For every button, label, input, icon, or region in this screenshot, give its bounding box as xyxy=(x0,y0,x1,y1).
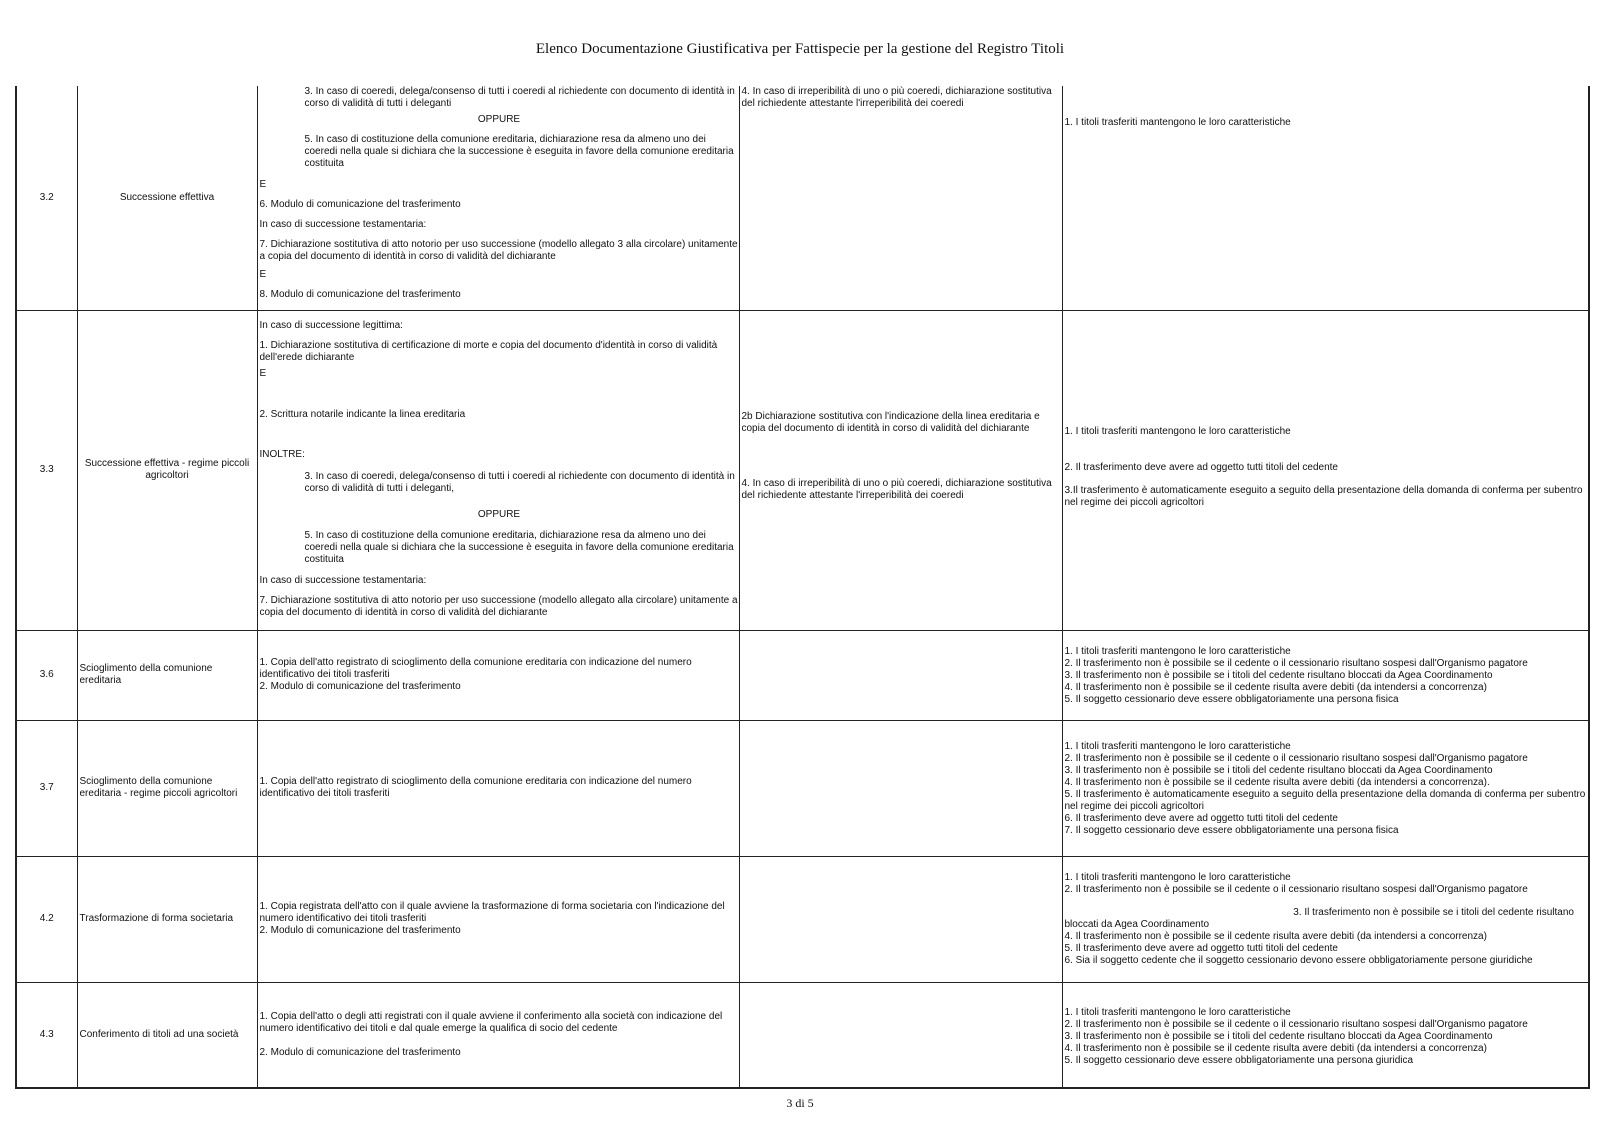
row-alternatives xyxy=(739,982,1062,1088)
row-alternatives xyxy=(739,720,1062,856)
cond-line: 3. Il trasferimento non è possibile se i titoli del cedente risultano xyxy=(1293,906,1574,918)
row-code: 4.3 xyxy=(16,982,77,1088)
row-alternatives xyxy=(739,630,1062,720)
doc-line: 3. In caso di coeredi, delega/consenso di tutti i coeredi al richiedente con documento di identità in corso di validità di tutti i deleganti xyxy=(304,86,735,109)
doc-line: 7. Dichiarazione sostitutiva di atto notorio per uso successione (modello allegato 3 alla circolare) unitamente a copia del documento di identità in corso di validità del dichiarante xyxy=(259,239,738,262)
cond-line: 5. Il trasferimento deve avere ad oggetto tutti titoli del cedente xyxy=(1064,942,1338,954)
doc-line: 5. In caso di costituzione della comunione ereditaria, dichiarazione resa da almeno uno dei coeredi nella quale si dichiara che la successione è eseguita in favore della comunione ereditaria costituita xyxy=(304,134,734,169)
doc-line: 2. Modulo di comunicazione del trasferimento xyxy=(259,681,461,692)
cond-line: 7. Il soggetto cessionario deve essere obbligatoriamente una persona fisica xyxy=(1064,824,1399,836)
row-name: Trasformazione di forma societaria xyxy=(77,856,257,982)
alt-line: 2b Dichiarazione sostitutiva con l'indicazione della linea ereditaria e copia del documento di identità in corso di validità del dichiarante xyxy=(741,410,1040,434)
doc-line: INOLTRE: xyxy=(259,448,305,460)
row-code: 4.2 xyxy=(16,856,77,982)
cond-line: 1. I titoli trasferiti mantengono le loro caratteristiche xyxy=(1064,645,1291,657)
row-alternatives xyxy=(739,856,1062,982)
table-row xyxy=(16,856,1589,982)
cond-line: bloccati da Agea Coordinamento xyxy=(1064,918,1210,930)
row-conditions xyxy=(1062,720,1589,856)
doc-line: 1. Copia dell'atto registrato di scioglimento della comunione ereditaria con indicazione del numero identificativo dei titoli trasferiti xyxy=(259,657,692,680)
row-alternatives xyxy=(739,86,1062,310)
row-documents xyxy=(257,982,739,1088)
row-code: 3.6 xyxy=(16,630,77,720)
doc-line: E xyxy=(259,179,267,190)
doc-line: 3. In caso di coeredi, delega/consenso di tutti i coeredi al richiedente con documento di identità in corso di validità di tutti i deleganti, xyxy=(304,470,735,494)
cond-line: 5. Il trasferimento è automaticamente eseguito a seguito della presentazione della domanda di conferma per subentro nel regime dei piccoli agricoltori xyxy=(1064,788,1586,812)
doc-line: In caso di successione testamentaria: xyxy=(259,574,427,586)
page-title: Elenco Documentazione Giustificativa per Fattispecie per la gestione del Registro Titoli xyxy=(535,41,1065,57)
doc-line: OPPURE xyxy=(477,114,521,125)
cond-line: 2. Il trasferimento non è possibile se il cedente o il cessionario risultano sospesi dall'Organismo pagatore xyxy=(1064,657,1528,669)
doc-line: 1. Copia dell'atto registrato di scioglimento della comunione ereditaria con indicazione del numero identificativo dei titoli trasferiti xyxy=(259,776,692,799)
cond-line: 5. Il soggetto cessionario deve essere obbligatoriamente una persona fisica xyxy=(1064,693,1399,705)
cond-line: 3. Il trasferimento non è possibile se i titoli del cedente risultano bloccati da Agea Coordinamento xyxy=(1064,669,1493,681)
doc-line: 5. In caso di costituzione della comunione ereditaria, dichiarazione resa da almeno uno dei coeredi nella quale si dichiara che la successione è eseguita in favore della comunione ereditaria costituita xyxy=(304,529,734,565)
cond-line: 1. I titoli trasferiti mantengono le loro caratteristiche xyxy=(1064,117,1291,128)
cond-line: 4. Il trasferimento non è possibile se il cedente risulta avere debiti (da intendersi a concorrenza) xyxy=(1064,681,1487,693)
row-name: Scioglimento della comunione ereditaria - regime piccoli agricoltori xyxy=(77,720,257,856)
row-documents xyxy=(257,630,739,720)
cond-line: 6. Sia il soggetto cedente che il soggetto cessionario devono essere obbligatoriamente persone giuridiche xyxy=(1064,954,1533,966)
cond-line: 4. Il trasferimento non è possibile se il cedente risulta avere debiti (da intendersi a concorrenza). xyxy=(1064,776,1490,788)
row-name: Conferimento di titoli ad una società xyxy=(77,982,257,1088)
doc-line: 1. Dichiarazione sostitutiva di certificazione di morte e copia del documento d'identità in corso di validità dell'erede dichiarante xyxy=(259,339,718,363)
cond-line: 1. I titoli trasferiti mantengono le loro caratteristiche xyxy=(1064,1006,1291,1018)
doc-line: 2. Scrittura notarile indicante la linea ereditaria xyxy=(259,408,466,420)
row-documents xyxy=(257,310,739,630)
row-conditions xyxy=(1062,310,1589,630)
cond-line: 2. Il trasferimento non è possibile se il cedente o il cessionario risultano sospesi dall'Organismo pagatore xyxy=(1064,883,1528,895)
alt-line: 4. In caso di irreperibilità di uno o più coeredi, dichiarazione sostitutiva del richiedente attestante l'irreperibilità dei coeredi xyxy=(741,477,1052,501)
doc-line: 7. Dichiarazione sostitutiva di atto notorio per uso successione (modello allegato alla circolare) unitamente a copia del documento di identità in corso di validità del dichiarante xyxy=(259,594,738,618)
cond-line: 1. I titoli trasferiti mantengono le loro caratteristiche xyxy=(1064,871,1291,883)
row-documents xyxy=(257,856,739,982)
row-documents xyxy=(257,720,739,856)
page-number: 3 di 5 xyxy=(786,1096,814,1110)
row-conditions xyxy=(1062,856,1589,982)
row-name: Scioglimento della comunione ereditaria xyxy=(77,630,257,720)
cond-line: 2. Il trasferimento deve avere ad oggetto tutti titoli del cedente xyxy=(1064,461,1338,473)
table-row xyxy=(16,630,1589,720)
cond-line: 4. Il trasferimento non è possibile se il cedente risulta avere debiti (da intendersi a concorrenza) xyxy=(1064,930,1487,942)
cond-line: 1. I titoli trasferiti mantengono le loro caratteristiche xyxy=(1064,740,1291,752)
doc-line: 2. Modulo di comunicazione del trasferimento xyxy=(259,1046,461,1058)
alt-line: 4. In caso di irreperibilità di uno o più coeredi, dichiarazione sostitutiva del richiedente attestante l'irreperibilità dei coeredi xyxy=(741,86,1052,109)
cond-line: 3.Il trasferimento è automaticamente eseguito a seguito della presentazione della domanda di conferma per subentro nel regime dei piccoli agricoltori xyxy=(1064,484,1583,508)
doc-line: 1. Copia registrata dell'atto con il quale avviene la trasformazione di forma societaria con l'indicazione del numero identificativo dei titoli trasferiti xyxy=(259,901,725,924)
doc-line: In caso di successione legittima: xyxy=(259,319,403,331)
doc-line: OPPURE xyxy=(477,508,521,520)
row-code: 3.7 xyxy=(16,720,77,856)
doc-line: E xyxy=(259,367,267,379)
row-conditions xyxy=(1062,630,1589,720)
doc-line: 6. Modulo di comunicazione del trasferimento xyxy=(259,199,461,210)
table-row xyxy=(16,982,1589,1088)
doc-line: In caso di successione testamentaria: xyxy=(259,219,427,230)
cond-line: 5. Il soggetto cessionario deve essere obbligatoriamente una persona giuridica xyxy=(1064,1054,1414,1066)
cond-line: 3. Il trasferimento non è possibile se i titoli del cedente risultano bloccati da Agea Coordinamento xyxy=(1064,1030,1493,1042)
row-conditions xyxy=(1062,86,1589,310)
table-row xyxy=(16,720,1589,856)
row-conditions xyxy=(1062,982,1589,1088)
doc-line: E xyxy=(259,269,267,280)
row-name: Successione effettiva - regime piccoli agricoltori xyxy=(77,310,257,630)
table-row xyxy=(16,86,1589,310)
row-code: 3.3 xyxy=(16,310,77,630)
doc-line: 2. Modulo di comunicazione del trasferimento xyxy=(259,925,461,936)
cond-line: 4. Il trasferimento non è possibile se il cedente risulta avere debiti (da intendersi a concorrenza) xyxy=(1064,1042,1487,1054)
table-row xyxy=(16,310,1589,630)
row-name: Successione effettiva xyxy=(77,86,257,310)
cond-line: 2. Il trasferimento non è possibile se il cedente o il cessionario risultano sospesi dall'Organismo pagatore xyxy=(1064,1018,1528,1030)
documentation-table xyxy=(15,86,1590,1089)
row-alternatives xyxy=(739,310,1062,630)
row-code: 3.2 xyxy=(16,86,77,310)
cond-line: 2. Il trasferimento non è possibile se il cedente o il cessionario risultano sospesi dall'Organismo pagatore xyxy=(1064,752,1528,764)
cond-line: 3. Il trasferimento non è possibile se i titoli del cedente risultano bloccati da Agea Coordinamento xyxy=(1064,764,1493,776)
cond-line: 1. I titoli trasferiti mantengono le loro caratteristiche xyxy=(1064,425,1291,437)
cond-line: 6. Il trasferimento deve avere ad oggetto tutti titoli del cedente xyxy=(1064,812,1338,824)
doc-line: 8. Modulo di comunicazione del trasferimento xyxy=(259,289,461,300)
doc-line: 1. Copia dell'atto o degli atti registrati con il quale avviene il conferimento alla società con indicazione del numero identificativo dei titoli e dal quale emerge la qualifica di socio del cedente xyxy=(259,1010,723,1034)
row-documents xyxy=(257,86,739,310)
